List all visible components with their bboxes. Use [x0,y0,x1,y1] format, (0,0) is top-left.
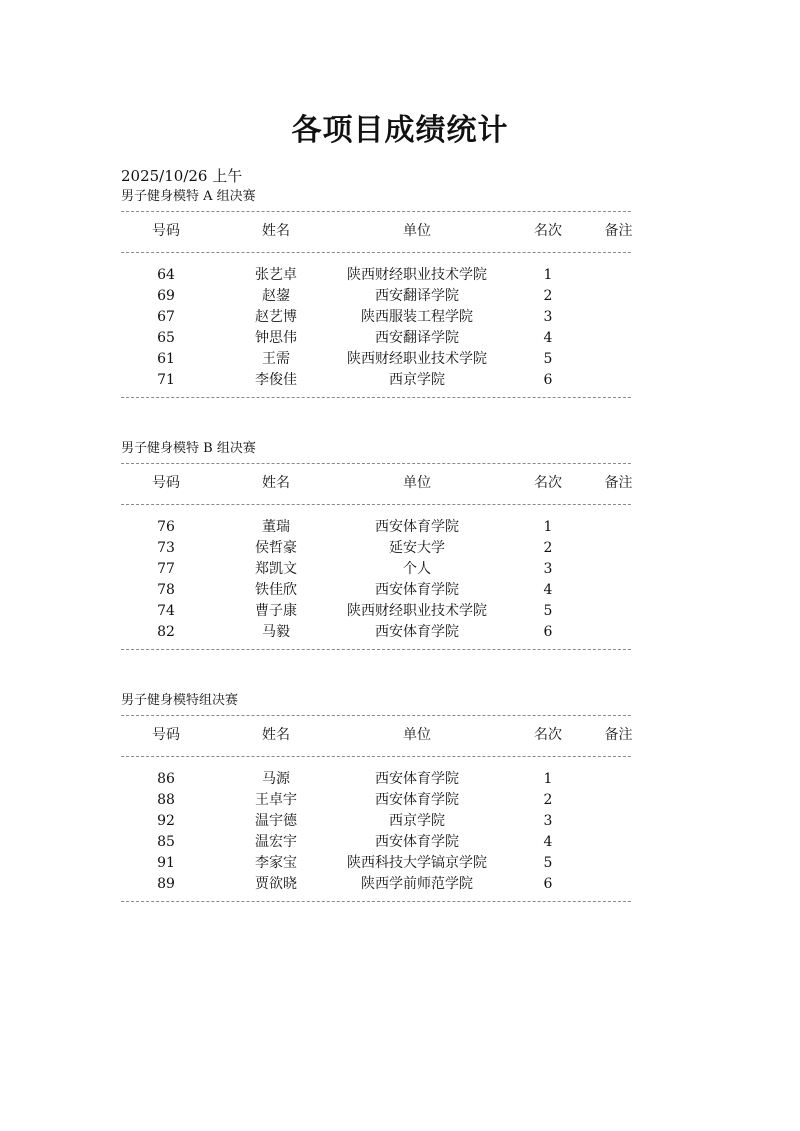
cell-name: 李家宝 [255,855,297,871]
table-body [121,265,631,391]
cell-name: 赵艺博 [255,309,297,325]
date-label: 2025/10/26 上午 [121,167,243,185]
cell-unit: 陕西财经职业技术学院 [347,267,487,283]
table-row [121,538,631,559]
column-header-rank: 名次 [534,475,562,491]
table-row [121,517,631,538]
cell-number: 91 [157,855,175,871]
cell-rank: 3 [543,561,553,577]
cell-unit: 西安翻译学院 [375,288,459,304]
cell-number: 77 [157,561,175,577]
table-body [121,769,631,895]
table-row [121,286,631,307]
column-header-notes: 备注 [604,475,633,491]
table-row [121,853,631,874]
cell-unit: 西安体育学院 [375,582,459,598]
cell-name: 赵鋆 [262,288,290,304]
cell-unit: 西安体育学院 [375,624,459,640]
cell-number: 76 [157,519,175,535]
cell-rank: 6 [543,624,553,640]
cell-rank: 1 [543,267,553,283]
result-section [121,440,631,650]
cell-name: 王卓宇 [255,792,297,808]
result-section [121,692,631,902]
cell-unit: 西安体育学院 [375,834,459,850]
column-header-unit: 单位 [403,475,431,491]
table-row [121,370,631,391]
section-title: 男子健身模特组决赛 [121,693,239,708]
cell-rank: 6 [543,876,553,892]
column-header-name: 姓名 [262,223,290,239]
cell-unit: 陕西财经职业技术学院 [347,603,487,619]
cell-rank: 4 [543,582,553,598]
dashed-divider [121,504,631,505]
cell-number: 65 [157,330,175,346]
table-row [121,328,631,349]
table-header [121,725,631,747]
cell-number: 85 [157,834,175,850]
cell-unit: 西京学院 [389,372,445,388]
cell-name: 侯哲豪 [255,540,297,556]
cell-unit: 西安翻译学院 [375,330,459,346]
cell-rank: 1 [543,771,553,787]
cell-number: 64 [157,267,175,283]
cell-name: 温宏宇 [255,834,297,850]
column-header-number: 号码 [152,727,180,743]
dashed-divider [121,756,631,757]
cell-rank: 6 [543,372,553,388]
cell-unit: 陕西财经职业技术学院 [347,351,487,367]
cell-unit: 西安体育学院 [375,792,459,808]
cell-number: 82 [157,624,175,640]
cell-name: 李俊佳 [255,372,297,388]
cell-unit: 西安体育学院 [375,519,459,535]
cell-name: 马源 [262,771,290,787]
dashed-divider [121,649,631,650]
cell-unit: 西安体育学院 [375,771,459,787]
cell-name: 张艺卓 [255,267,297,283]
result-section [121,188,631,398]
cell-name: 王需 [262,351,290,367]
column-header-number: 号码 [152,475,180,491]
cell-name: 曹子康 [255,603,297,619]
table-row [121,811,631,832]
cell-name: 钟思伟 [255,330,297,346]
table-row [121,769,631,790]
table-row [121,349,631,370]
cell-rank: 1 [543,519,553,535]
cell-number: 88 [157,792,175,808]
cell-number: 89 [157,876,175,892]
cell-number: 71 [157,372,175,388]
table-row [121,601,631,622]
cell-unit: 陕西科技大学镐京学院 [347,855,487,871]
cell-name: 董瑞 [262,519,290,535]
cell-rank: 4 [543,834,553,850]
column-header-number: 号码 [152,223,180,239]
table-row [121,265,631,286]
cell-name: 铁佳欣 [255,582,297,598]
table-header [121,473,631,495]
table-row [121,874,631,895]
dashed-divider [121,715,631,716]
column-header-notes: 备注 [604,223,633,239]
cell-unit: 延安大学 [389,540,445,556]
cell-number: 92 [157,813,175,829]
cell-number: 67 [157,309,175,325]
cell-unit: 个人 [403,561,431,577]
table-row [121,580,631,601]
cell-number: 73 [157,540,175,556]
table-row [121,559,631,580]
table-row [121,622,631,643]
cell-rank: 5 [543,855,553,871]
cell-rank: 3 [543,309,553,325]
table-header [121,221,631,243]
column-header-name: 姓名 [262,475,290,491]
table-body [121,517,631,643]
cell-rank: 2 [543,540,553,556]
cell-number: 78 [157,582,175,598]
cell-name: 郑凯文 [255,561,297,577]
dashed-divider [121,397,631,398]
cell-rank: 2 [543,288,553,304]
cell-number: 74 [157,603,175,619]
cell-rank: 3 [543,813,553,829]
dashed-divider [121,211,631,212]
cell-name: 贾欲晓 [255,876,297,892]
column-header-unit: 单位 [403,223,431,239]
column-header-name: 姓名 [262,727,290,743]
page-title: 各项目成绩统计 [291,113,509,148]
cell-rank: 4 [543,330,553,346]
table-row [121,790,631,811]
cell-rank: 5 [543,603,553,619]
section-title: 男子健身模特 A 组决赛 [121,189,256,204]
dashed-divider [121,252,631,253]
cell-name: 马毅 [262,624,290,640]
cell-rank: 2 [543,792,553,808]
cell-number: 86 [157,771,175,787]
cell-number: 69 [157,288,175,304]
table-row [121,307,631,328]
cell-name: 温宇德 [255,813,297,829]
cell-rank: 5 [543,351,553,367]
table-row [121,832,631,853]
section-title: 男子健身模特 B 组决赛 [121,441,256,456]
column-header-notes: 备注 [604,727,633,743]
column-header-rank: 名次 [534,727,562,743]
cell-number: 61 [157,351,175,367]
cell-unit: 陕西学前师范学院 [361,876,473,892]
cell-unit: 陕西服装工程学院 [361,309,473,325]
column-header-unit: 单位 [403,727,431,743]
cell-unit: 西京学院 [389,813,445,829]
dashed-divider [121,901,631,902]
column-header-rank: 名次 [534,223,562,239]
dashed-divider [121,463,631,464]
